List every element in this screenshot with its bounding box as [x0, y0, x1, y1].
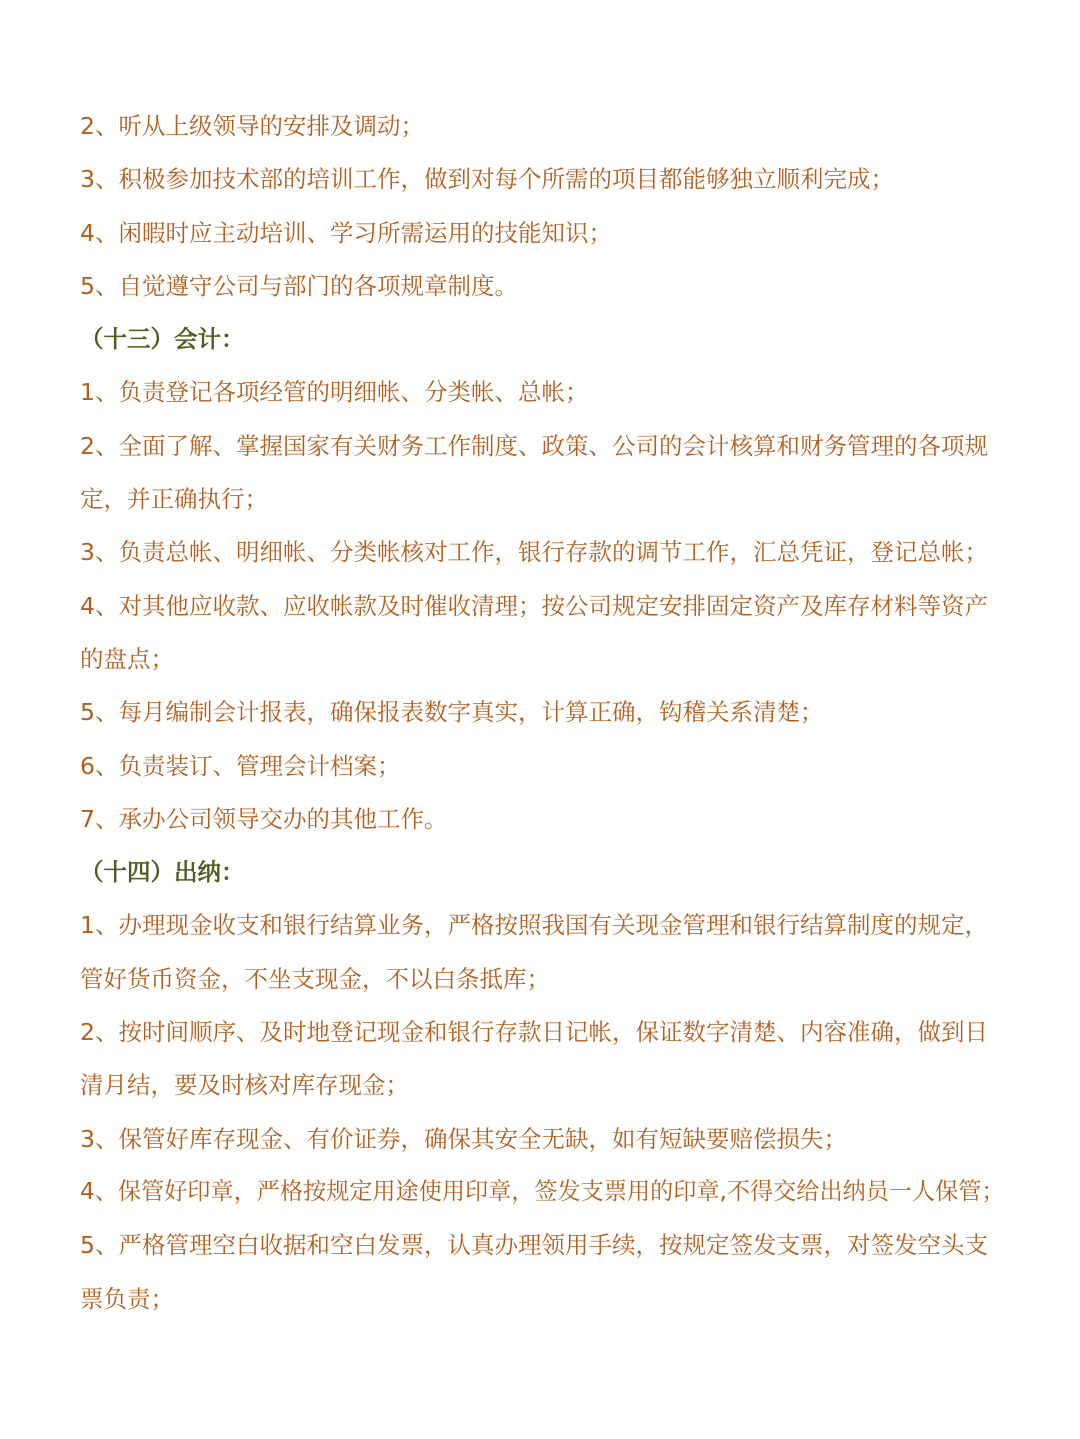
section-heading-accountant: （十三）会计：	[80, 325, 245, 354]
list-item: 7、承办公司领导交办的其他工作。	[80, 804, 448, 833]
list-item: 4、闲暇时应主动培训、学习所需运用的技能知识；	[80, 218, 612, 247]
list-item-continuation: 清月结，要及时核对库存现金；	[80, 1071, 409, 1100]
list-item: 3、负责总帐、明细帐、分类帐核对工作，银行存款的调节工作，汇总凭证，登记总帐；	[80, 538, 988, 567]
section-heading-cashier: （十四）出纳：	[80, 858, 245, 887]
list-item: 5、严格管理空白收据和空白发票，认真办理领用手续，按规定签发支票，对签发空头支	[80, 1231, 988, 1260]
list-item: 5、每月编制会计报表，确保报表数字真实，计算正确，钩稽关系清楚；	[80, 698, 824, 727]
list-item: 6、负责装订、管理会计档案；	[80, 751, 401, 780]
list-item: 3、保管好库存现金、有价证券，确保其安全无缺，如有短缺要赔偿损失；	[80, 1124, 847, 1153]
list-item: 2、听从上级领导的安排及调动；	[80, 112, 424, 140]
list-item-continuation: 的盘点；	[80, 644, 174, 673]
list-item-continuation: 定，并正确执行；	[80, 485, 268, 514]
document-body	[80, 100, 1010, 1326]
list-item-continuation: 管好货币资金，不坐支现金，不以白条抵库；	[80, 964, 550, 993]
list-item: 1、负责登记各项经管的明细帐、分类帐、总帐；	[80, 378, 589, 407]
list-item: 2、按时间顺序、及时地登记现金和银行存款日记帐，保证数字清楚、内容准确，做到日	[80, 1018, 988, 1047]
list-item: 4、对其他应收款、应收帐款及时催收清理；按公司规定安排固定资产及库存材料等资产	[80, 591, 988, 620]
list-item-continuation: 票负责；	[80, 1284, 174, 1313]
list-item: 1、办理现金收支和银行结算业务，严格按照我国有关现金管理和银行结算制度的规定，	[80, 911, 988, 940]
list-item: 3、积极参加技术部的培训工作，做到对每个所需的项目都能够独立顺利完成；	[80, 165, 894, 194]
list-item: 2、全面了解、掌握国家有关财务工作制度、政策、公司的会计核算和财务管理的各项规	[80, 431, 988, 460]
list-item: 5、自觉遵守公司与部门的各项规章制度。	[80, 271, 518, 300]
list-item: 4、保管好印章，严格按规定用途使用印章，签发支票用的印章,不得交给出纳员一人保管；	[80, 1178, 1005, 1205]
